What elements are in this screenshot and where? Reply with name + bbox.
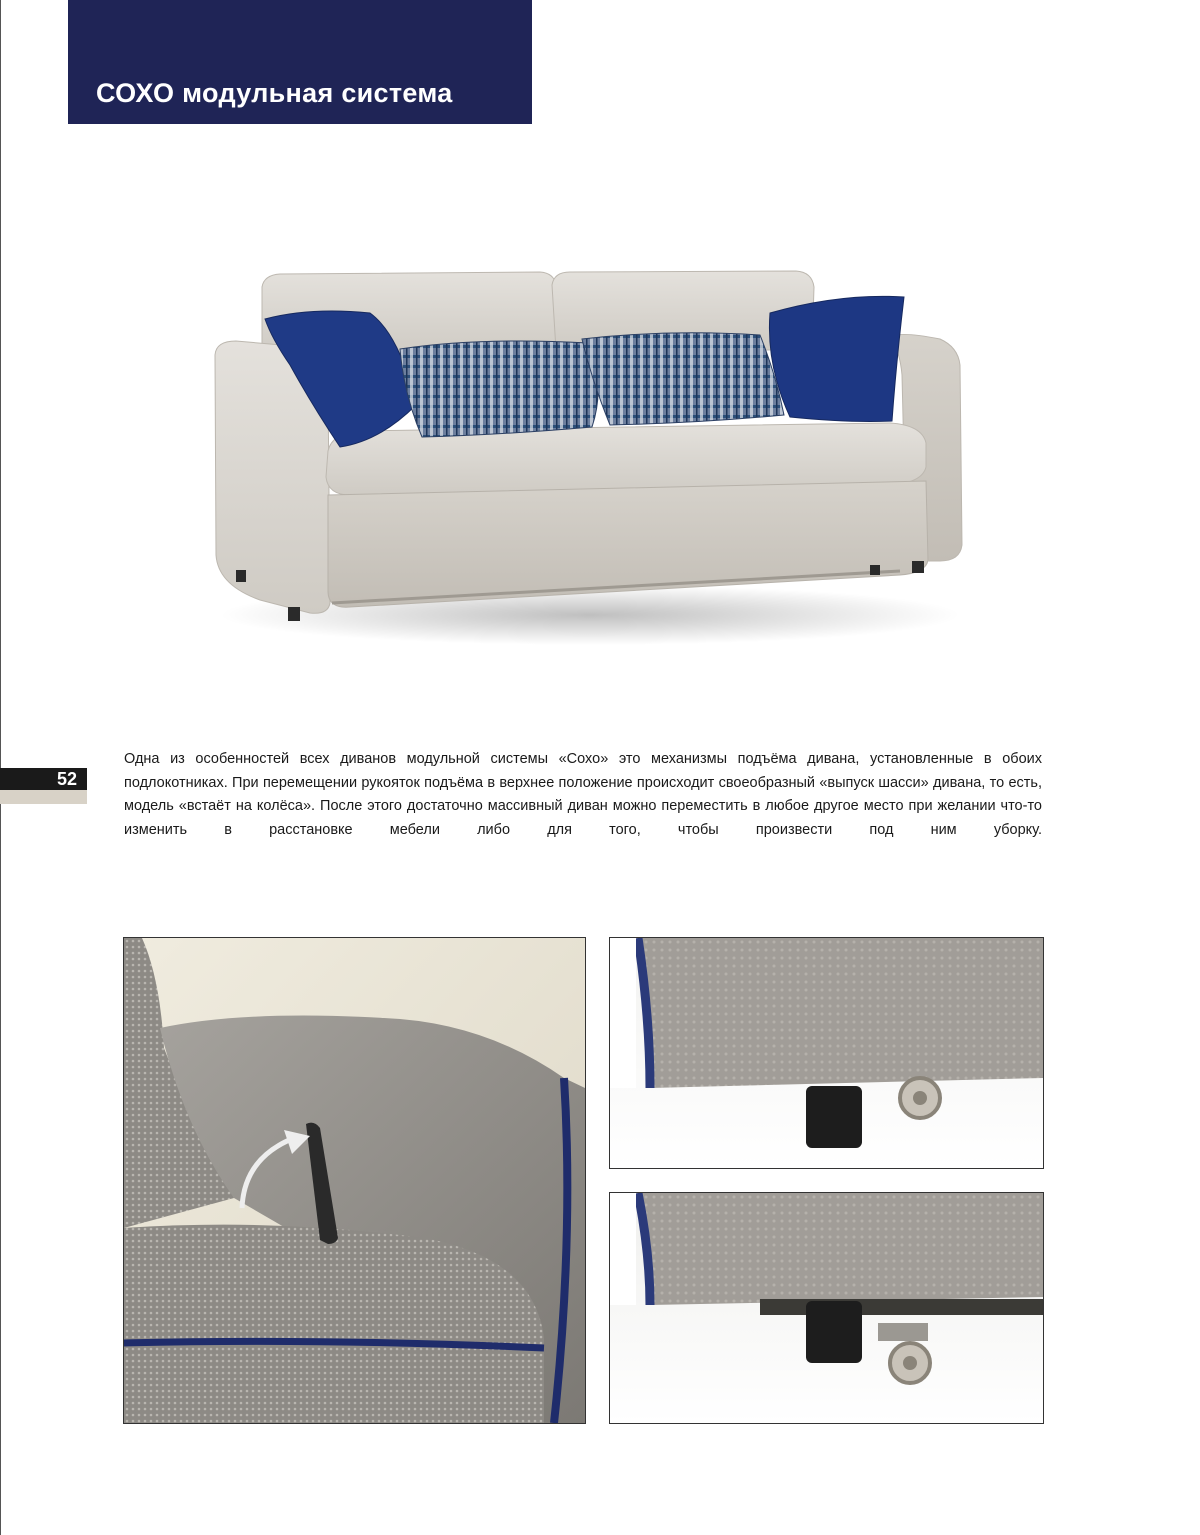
wheels-extended-photo	[609, 1192, 1044, 1424]
page-number-tab-dark	[0, 768, 87, 790]
sofa-hero-image	[200, 255, 980, 655]
wheels-retracted-photo	[609, 937, 1044, 1169]
title-banner	[68, 0, 532, 124]
page-number-tab	[0, 768, 87, 804]
body-paragraph: Одна из особенностей всех диванов модульной системы «Сохо» это механизмы подъёма дивана, установленные в обоих подлокотниках. При перемещении рукояток подъёма в верхнее положение происходит своеобразный «выпуск шасси» дивана, то есть, модель «встаёт на колёса». После этого достаточно массивный диван можно переместить в любое другое место при желании что-то изменить в расстановке мебели либо для того, чтобы произвести под ним уборку.	[124, 751, 1042, 838]
page-number: 52	[56, 769, 77, 789]
page-title: СОХО модульная система	[96, 78, 453, 108]
armrest-handle-photo	[123, 937, 586, 1424]
page-number-tab-light	[0, 790, 87, 804]
